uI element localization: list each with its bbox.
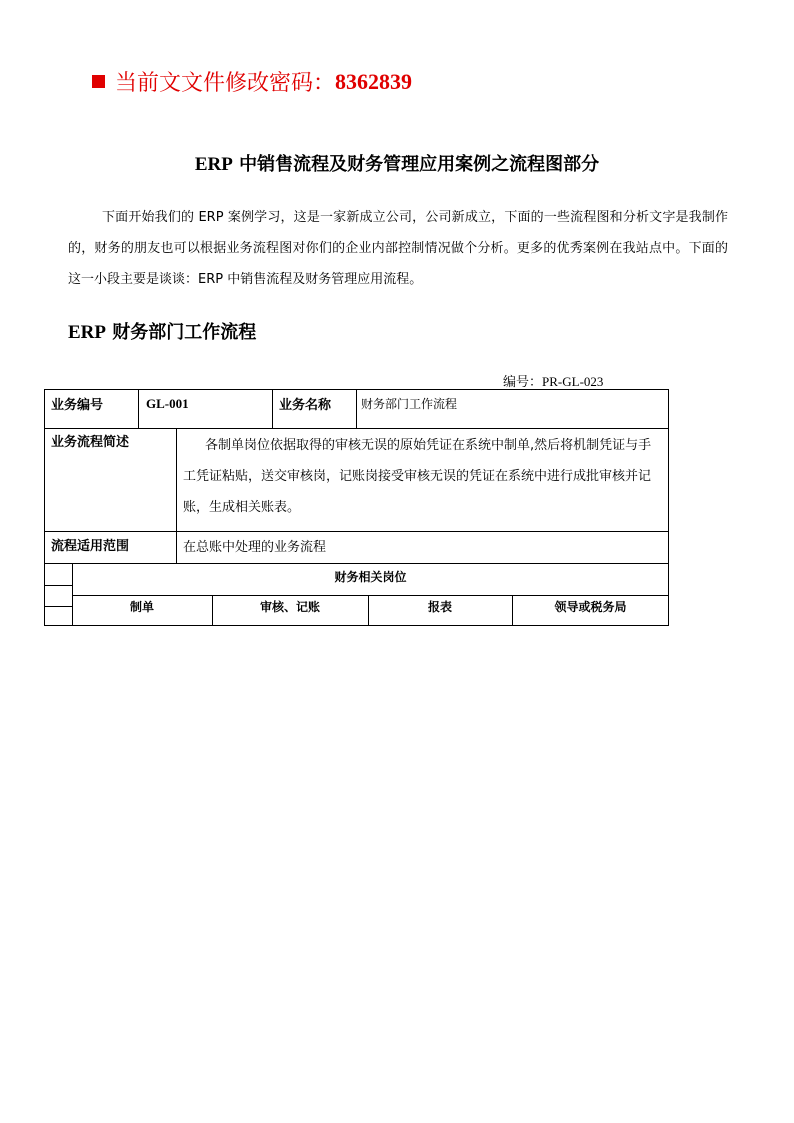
row-divider bbox=[44, 606, 72, 607]
col-divider bbox=[356, 389, 357, 429]
scope-label: 流程适用范围 bbox=[51, 539, 130, 554]
col-divider bbox=[176, 428, 177, 564]
row-divider bbox=[72, 595, 669, 596]
password-value: 8362839 bbox=[335, 68, 413, 94]
biz-name-label: 业务名称 bbox=[279, 398, 332, 413]
code-label: 编号： bbox=[503, 375, 543, 390]
column-header-leader: 领导或税务局 bbox=[554, 600, 627, 614]
biz-no-label: 业务编号 bbox=[51, 398, 104, 413]
section-erp: ERP bbox=[68, 322, 106, 343]
summary-label: 业务流程简述 bbox=[51, 435, 130, 450]
column-header-review: 审核、记账 bbox=[259, 600, 320, 614]
group-header: 财务相关岗位 bbox=[334, 570, 407, 584]
document-title bbox=[0, 150, 794, 176]
row-divider bbox=[44, 585, 72, 586]
column-header-report: 报表 bbox=[427, 600, 452, 614]
password-notice bbox=[92, 66, 412, 97]
code-value: PR-GL-023 bbox=[542, 374, 604, 389]
col-divider bbox=[272, 389, 273, 429]
red-square-icon bbox=[92, 75, 105, 88]
row-divider bbox=[44, 563, 669, 564]
scope-text: 在总账中处理的业务流程 bbox=[183, 540, 327, 555]
section-text: 财务部门工作流程 bbox=[106, 322, 257, 343]
intro-paragraph: 下面开始我们的 ERP 案例学习，这是一家新成立公司，公司新成立，下面的一些流程图和分析文字是我制作的，财务的朋友也可以根据业务流程图对你们的企业内部控制情况做个分析。更多的优秀案例在我站点中。下面的这一小段主要是谈谈：ERP 中销售流程及财务管理应用流程。 bbox=[68, 210, 728, 287]
password-prefix: 当前文文件修改密码： bbox=[115, 71, 336, 96]
title-text: 中销售流程及财务管理应用案例之流程图部分 bbox=[232, 154, 600, 175]
biz-name-value: 财务部门工作流程 bbox=[361, 397, 458, 411]
row-divider bbox=[44, 531, 669, 532]
col-divider bbox=[138, 389, 139, 429]
section-heading bbox=[68, 318, 256, 344]
title-erp: ERP bbox=[194, 154, 233, 175]
column-header-prepare: 制单 bbox=[129, 600, 154, 614]
biz-no-value: GL-001 bbox=[146, 396, 189, 411]
summary-text: 各制单岗位依据取得的审核无误的原始凭证在系统中制单,然后将机制凭证与手工凭证粘贴，送交审核岗，记账岗接受审核无误的凭证在系统中进行成批审核并记账，生成相关账表。 bbox=[183, 438, 652, 515]
document-code bbox=[503, 371, 603, 390]
